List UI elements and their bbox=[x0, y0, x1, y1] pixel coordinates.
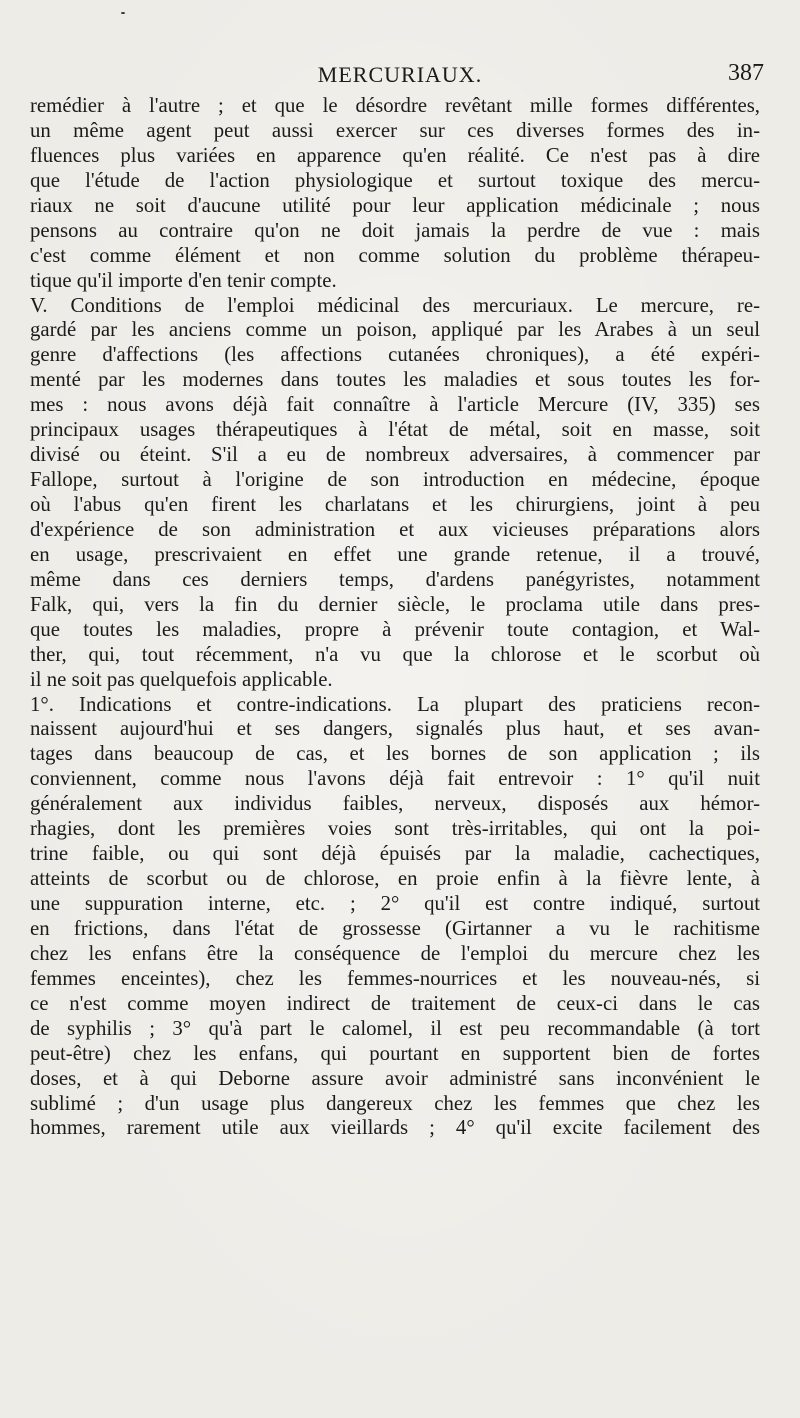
text-line: V. Conditions de l'emploi médicinal des mercuriaux. Le mercure, re- bbox=[30, 293, 760, 317]
text-line: il ne soit pas quelquefois applicable. bbox=[30, 667, 333, 691]
text-line: divisé ou éteint. S'il a eu de nombreux adversaires, à commencer par bbox=[30, 443, 760, 467]
text-line: Fallope, surtout à l'origine de son introduction en médecine, époque bbox=[30, 468, 760, 492]
text-line: menté par les modernes dans toutes les maladies et sous toutes les for- bbox=[30, 368, 760, 392]
ink-speck bbox=[121, 12, 125, 14]
text-line: chez les enfans être la conséquence de l'emploi du mercure chez les bbox=[30, 941, 760, 965]
text-line: d'expérience de son administration et aux vicieuses préparations alors bbox=[30, 517, 760, 541]
text-line: en usage, prescrivaient en effet une grande retenue, il a trouvé, bbox=[30, 542, 760, 566]
text-line: sublimé ; d'un usage plus dangereux chez les femmes que chez les bbox=[30, 1091, 760, 1115]
text-line: remédier à l'autre ; et que le désordre revêtant mille formes différentes, bbox=[30, 94, 760, 117]
text-line: une suppuration interne, etc. ; 2° qu'il est contre indiqué, surtout bbox=[30, 892, 760, 915]
text-line: tages dans beaucoup de cas, et les bornes de son application ; ils bbox=[30, 742, 760, 766]
text-line: naissent aujourd'hui et ses dangers, signalés plus haut, et ses avan- bbox=[30, 717, 760, 741]
text-line: ther, qui, tout récemment, n'a vu que la chlorose et le scorbut où bbox=[30, 642, 760, 666]
text-line: 1°. Indications et contre-indications. La plupart des praticiens recon- bbox=[30, 692, 760, 716]
text-line: genre d'affections (les affections cutanées chroniques), a été expéri- bbox=[30, 343, 760, 367]
text-line: ce n'est comme moyen indirect de traitement de ceux-ci dans le cas bbox=[30, 991, 760, 1015]
text-line: pensons au contraire qu'on ne doit jamais la perdre de vue : mais bbox=[30, 218, 760, 242]
text-line: principaux usages thérapeutiques à l'état de métal, soit en masse, soit bbox=[30, 418, 760, 442]
text-line: généralement aux individus faibles, nerveux, disposés aux hémor- bbox=[30, 792, 760, 816]
page-header bbox=[32, 62, 768, 94]
text-line: hommes, rarement utile aux vieillards ; 4° qu'il excite facilement des bbox=[30, 1116, 760, 1140]
text-line: fluences plus variées en apparence qu'en réalité. Ce n'est pas à dire bbox=[30, 143, 760, 167]
text-line: en frictions, dans l'état de grossesse (Girtanner a vu le rachitisme bbox=[30, 916, 760, 940]
text-line: que toutes les maladies, propre à prévenir toute contagion, et Wal- bbox=[30, 617, 760, 641]
text-line: riaux ne soit d'aucune utilité pour leur application médicinale ; nous bbox=[30, 193, 760, 217]
text-line: conviennent, comme nous l'avons déjà fait entrevoir : 1° qu'il nuit bbox=[30, 767, 760, 791]
text-line: mes : nous avons déjà fait connaître à l'article Mercure (IV, 335) ses bbox=[30, 393, 760, 417]
text-line: gardé par les anciens comme un poison, appliqué par les Arabes à un seul bbox=[30, 318, 760, 342]
text-line: un même agent peut aussi exercer sur ces diverses formes des in- bbox=[30, 118, 760, 142]
page-number: 387 bbox=[728, 60, 764, 86]
text-line: atteints de scorbut ou de chlorose, en proie enfin à la fièvre lente, à bbox=[30, 867, 760, 891]
text-line: Falk, qui, vers la fin du dernier siècle, le proclama utile dans pres- bbox=[30, 592, 760, 616]
text-line: rhagies, dont les premières voies sont très-irritables, qui ont la poi- bbox=[30, 817, 760, 841]
running-title: MERCURIAUX. bbox=[317, 62, 483, 87]
text-line: de syphilis ; 3° qu'à part le calomel, il est peu recommandable (à tort bbox=[30, 1016, 760, 1040]
text-line: femmes enceintes), chez les femmes-nourrices et les nouveau-nés, si bbox=[30, 966, 760, 990]
body-text bbox=[30, 94, 760, 1141]
text-line: doses, et à qui Deborne assure avoir administré sans inconvénient le bbox=[30, 1066, 760, 1090]
text-line: même dans ces derniers temps, d'ardens panégyristes, notamment bbox=[30, 567, 760, 591]
text-line: peut-être) chez les enfans, qui pourtant en supportent bien de fortes bbox=[30, 1041, 760, 1065]
text-line: où l'abus qu'en firent les charlatans et les chirurgiens, joint à peu bbox=[30, 493, 760, 516]
text-line: tique qu'il importe d'en tenir compte. bbox=[30, 268, 337, 292]
text-line: c'est comme élément et non comme solution du problème thérapeu- bbox=[30, 243, 760, 267]
text-line: que l'étude de l'action physiologique et surtout toxique des mercu- bbox=[30, 168, 760, 192]
text-line: trine faible, ou qui sont déjà épuisés par la maladie, cachectiques, bbox=[30, 842, 760, 866]
